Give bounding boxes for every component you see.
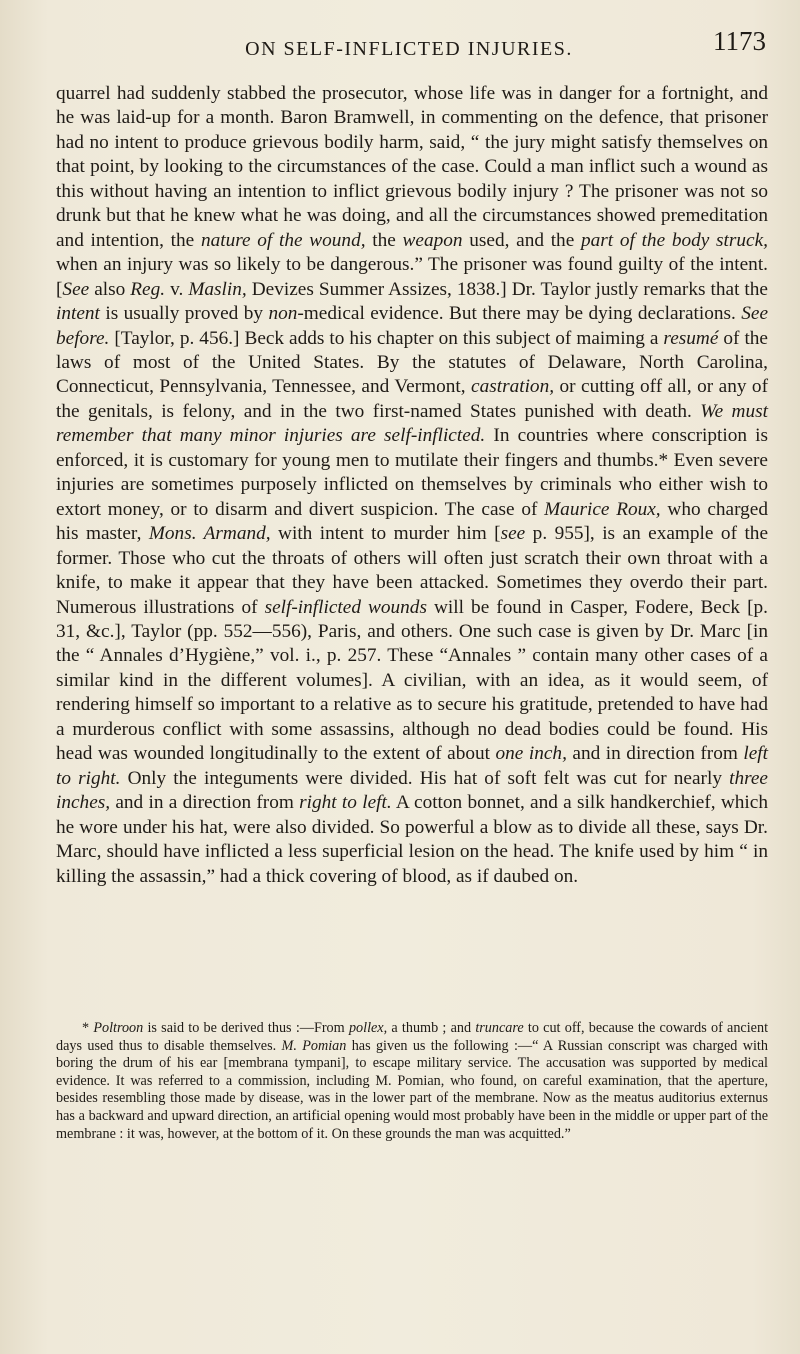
italic-text: nature of the wound, [200, 229, 366, 251]
text-run: is usually proved by [99, 303, 269, 325]
body-paragraph [56, 82, 768, 889]
running-head: ON SELF-INFLICTED INJURIES. [245, 38, 573, 60]
text-run: when an injury was so likely to be dangerous.” The prisoner was found guilty of the intent. [ [56, 254, 768, 300]
italic-text: non [268, 303, 298, 325]
italic-text: castration, [471, 376, 555, 398]
text-run: used, and the [462, 229, 581, 251]
italic-text: weapon [402, 229, 463, 251]
text-run: with intent to murder him [ [270, 523, 501, 545]
text-run: and in direction from [566, 743, 744, 765]
page-header [52, 26, 766, 66]
text-run: will be found in Casper, Fodere, Beck [p. 31, &c.], Taylor (pp. 552—556), Paris, and others. One such case is given by Dr. Marc [in the “ Annales d’Hygiène,” vol. i., p. 257. These “Annales ” contain many other cases of a similar kind in the different volumes]. A civilian, with an idea, as it would seem, of rendering himself so important to a relative as to secure his gratitude, pretended to have had a murderous conflict with some assassins, although no dead bodies could be found. His head was wounded longitudinally to the extent of about [56, 596, 768, 765]
italic-text: resumé [663, 327, 719, 349]
italic-text: M. Pomian [281, 1037, 347, 1054]
body-text [56, 82, 768, 889]
text-run: v. [165, 278, 189, 300]
text-run: is said to be derived thus :—From [143, 1020, 349, 1036]
text-run: of the laws of most of the United States. By the statutes of Delaware, North Carolina, Connecticut, Pennsylvania, Tennessee, and Vermont, [56, 327, 768, 398]
text-run: has given us the following :—“ A Russian conscript was charged with boring the drum of his ear [membrana tympani], to escape military service. The accusation was supported by medical evidence. It was referred to a commission, including M. Pomian, who found, on careful examination, that the aperture, besides resembling those made by disease, was in the lower part of the membrane. Now as the meatus auditorius externus has a backward and upward direction, an artificial opening would most probably have been in the middle or upper part of the membrane : it was, however, at the bottom of it. On these grounds the man was acquitted.” [56, 1037, 768, 1142]
text-run: A cotton bonnet, and a silk handkerchief, which he wore under his hat, were also divided. So powerful a blow as to divide all these, says Dr. Marc, should have inflicted a less superficial lesion on the head. The knife used by him “ in killing the assassin,” had a thick covering of blood, as if daubed on. [56, 792, 768, 887]
text-run: [Taylor, p. 456.] Beck adds to his chapter on this subject of maiming a [109, 327, 664, 349]
text-run: to cut off, because the cowards of ancient days used thus to disable themselves. [56, 1020, 769, 1054]
text-run: quarrel had suddenly stabbed the prosecutor, whose life was in danger for a fortnight, and he was laid-up for a month. Baron Bramwell, in commenting on the defence, that prisoner had no intent to produce grievous bodily harm, said, “ the jury might satisfy themselves on that point, by looking to the circumstances of the case. Could a man inflict such a wound as this without having an intention to inflict grievous bodily injury ? The prisoner was not so drunk but that he knew what he was doing, and all the circumstances showed premeditation and intention, the [56, 83, 768, 251]
italic-text: three inches, [56, 767, 768, 814]
italic-text: truncare [475, 1020, 524, 1036]
text-run: also [89, 278, 131, 300]
footnote-paragraph [56, 1020, 768, 1143]
text-run: a thumb ; and [387, 1020, 476, 1036]
italic-text: Mons. Armand, [148, 523, 271, 545]
text-run: who charged his master, [56, 498, 769, 545]
italic-text: Reg. [130, 278, 166, 300]
text-run: and in a direction from [110, 792, 300, 814]
italic-text: intent [56, 303, 100, 325]
italic-text: self-inflicted wounds [264, 596, 427, 618]
italic-text: See [62, 278, 90, 300]
italic-text: right to left. [299, 792, 392, 814]
text-run: Devizes Summer Assizes, 1838.] Dr. Taylor justly remarks that the [246, 278, 768, 300]
italic-text: see [500, 523, 526, 545]
italic-text: Maslin, [188, 278, 247, 300]
italic-text: See before. [56, 303, 769, 349]
text-run: the [365, 229, 403, 251]
text-run: p. 955], is an example of the former. Those who cut the throats of others will often just scratch their own throat with a knife, to make it appear that they have been attacked. Sometimes they overdo their part. Numerous illustrations of [56, 523, 769, 618]
italic-text: left to right. [56, 743, 768, 789]
italic-text: part of the body struck, [580, 229, 768, 251]
page-number: 1173 [713, 26, 766, 56]
text-run: or cutting off all, or any of the genitals, is felony, and in the two first-named States punished with death. [56, 376, 768, 422]
text-run: In countries where conscription is enforced, it is customary for young men to mutilate their fingers and thumbs.* Even severe injuries are sometimes purposely inflicted on themselves by criminals who either wish to extort money, or to disarm and divert suspicion. The case of [56, 425, 768, 520]
italic-text: pollex, [348, 1020, 388, 1036]
italic-text: one inch, [495, 743, 567, 765]
footnote [56, 1020, 768, 1143]
text-run: Only the integuments were divided. His hat of soft felt was cut for nearly [120, 767, 730, 789]
italic-text: Maurice Roux, [544, 498, 661, 520]
text-run: -medical evidence. But there may be dying declarations. [297, 303, 742, 325]
italic-text: Poltroon [93, 1020, 144, 1036]
text-run: * [82, 1020, 94, 1036]
italic-text: We must remember that many minor injuries are self-inflicted. [56, 400, 768, 447]
